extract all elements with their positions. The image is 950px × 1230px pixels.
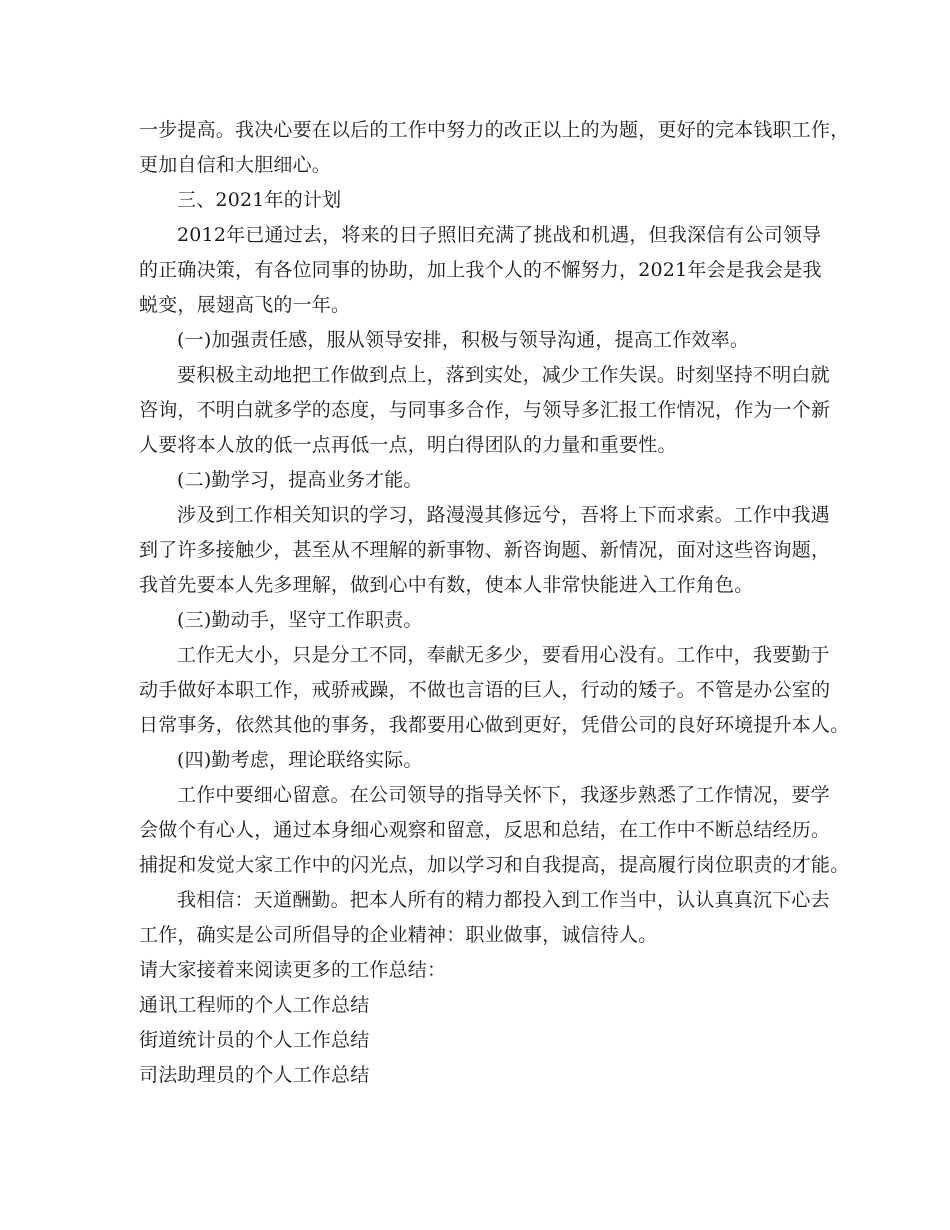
subsection-heading: (一)加强责任感，服从领导安排，积极与领导沟通，提高工作效率。 [177, 329, 750, 351]
text-line: 我相信：天道酬勤。把本人所有的精力都投入到工作当中，认认真真沉下心去 [177, 889, 830, 911]
text-line: 要积极主动地把工作做到点上，落到实处，减少工作失误。时刻坚持不明白就 [177, 364, 830, 386]
subsection-heading: (三)勤动手，坚守工作职责。 [177, 609, 423, 631]
more-summaries-prompt: 请大家接着来阅读更多的工作总结： [139, 959, 447, 981]
text-line: 捕捉和发觉大家工作中的闪光点，加以学习和自我提高，提高履行岗位职责的才能。 [139, 854, 850, 876]
text-line: 日常事务，依然其他的事务，我都要用心做到更好，凭借公司的良好环境提升本人。 [139, 714, 850, 736]
text-line: 会做个有心人，通过本身细心观察和留意，反思和总结，在工作中不断总结经历。 [139, 819, 831, 841]
text-line: 动手做好本职工作，戒骄戒躁，不做也言语的巨人，行动的矮子。不管是办公室的 [139, 679, 831, 701]
text-line: 涉及到工作相关知识的学习，路漫漫其修远兮，吾将上下而求索。工作中我遇 [177, 504, 830, 526]
related-link[interactable]: 通讯工程师的个人工作总结 [139, 994, 370, 1016]
subsection-heading: (四)勤考虑，理论联络实际。 [177, 749, 423, 771]
text-line: 我首先要本人先多理解，做到心中有数，使本人非常快能进入工作角色。 [139, 574, 754, 596]
related-link[interactable]: 街道统计员的个人工作总结 [139, 1029, 370, 1051]
text-line: 一步提高。我决心要在以后的工作中努力的改正以上的为题，更好的完本钱职工作， [139, 119, 850, 141]
text-line: 咨询，不明白就多学的态度，与同事多合作，与领导多汇报工作情况，作为一个新 [139, 399, 831, 421]
text-line: 工作，确实是公司所倡导的企业精神：职业做事，诚信待人。 [139, 924, 658, 946]
text-line: 到了许多接触少，甚至从不理解的新事物、新咨询题、新情况，面对这些咨询题， [139, 539, 831, 561]
text-line: 更加自信和大胆细心。 [139, 154, 332, 176]
text-line: 工作无大小，只是分工不同，奉献无多少，要看用心没有。工作中，我要勤于 [177, 644, 830, 666]
section-heading: 三、2021年的计划 [177, 189, 342, 211]
subsection-heading: (二)勤学习，提高业务才能。 [177, 469, 423, 491]
text-line: 蜕变，展翅高飞的一年。 [139, 294, 351, 316]
text-line: 2012年已通过去，将来的日子照旧充满了挑战和机遇，但我深信有公司领导 [177, 224, 822, 246]
text-line: 人要将本人放的低一点再低一点，明白得团队的力量和重要性。 [139, 434, 677, 456]
text-line: 的正确决策，有各位同事的协助，加上我个人的不懈努力，2021年会是我会是我 [139, 259, 822, 281]
related-link[interactable]: 司法助理员的个人工作总结 [139, 1064, 370, 1086]
text-line: 工作中要细心留意。在公司领导的指导关怀下，我逐步熟悉了工作情况，要学 [177, 784, 830, 806]
